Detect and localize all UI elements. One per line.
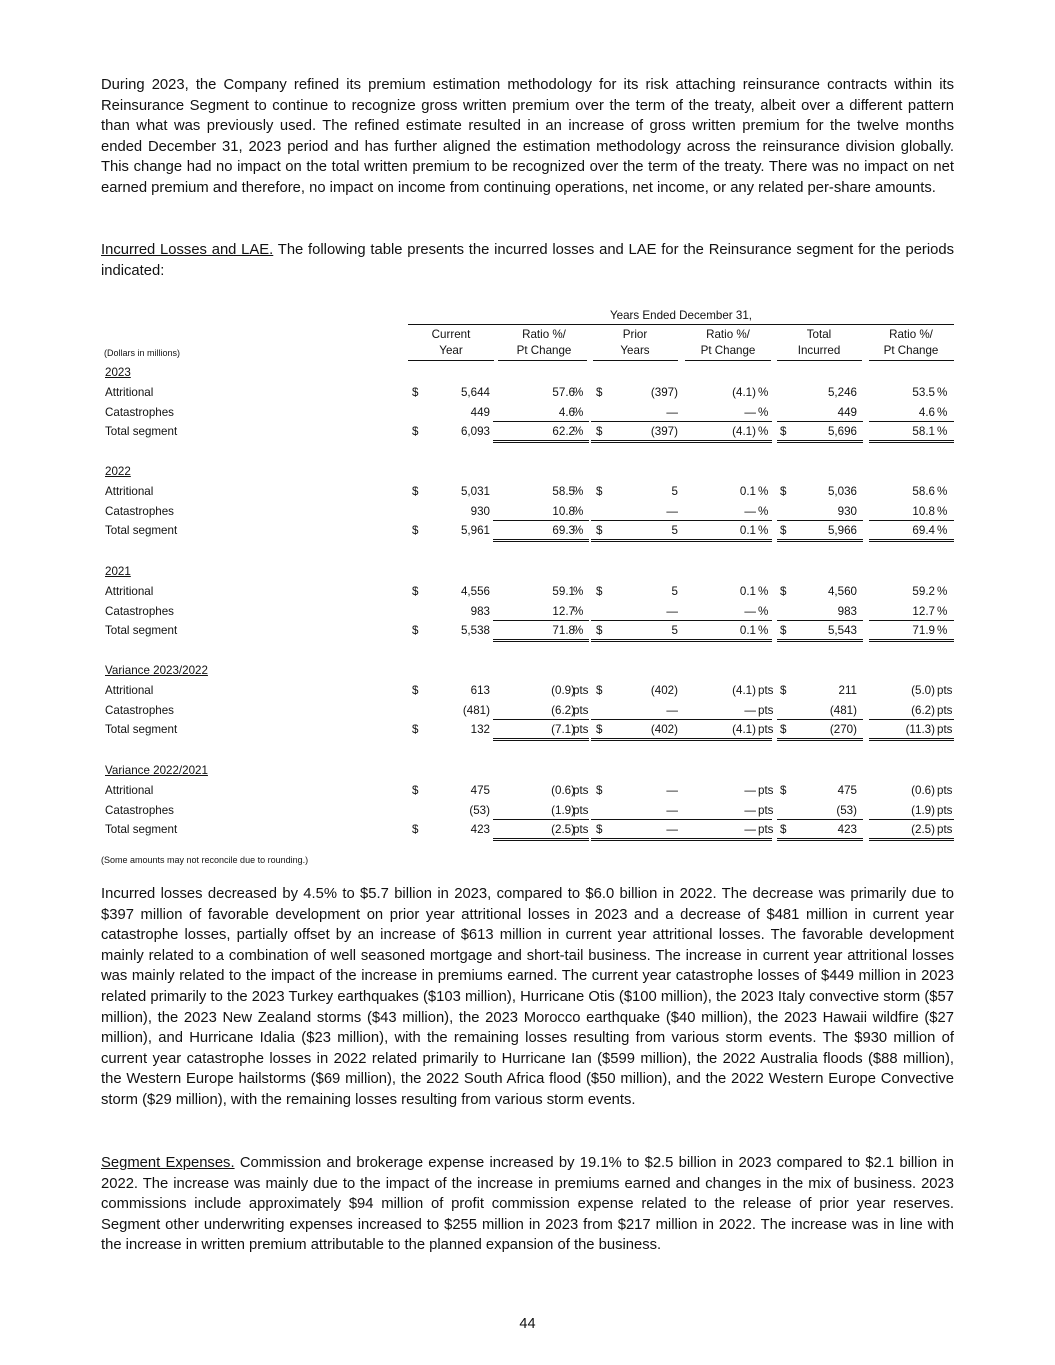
column-header: Current: [431, 328, 471, 341]
current-year-value: 5,538: [460, 624, 490, 637]
current-year-value: 4,556: [460, 585, 490, 598]
total-rule: [497, 639, 589, 640]
ratio-unit: %: [573, 504, 584, 518]
subtotal-rule: [591, 520, 684, 521]
prior-years-value: 5: [671, 485, 678, 498]
total-rule: [591, 639, 684, 640]
total-incurred-ratio: (1.9): [911, 803, 935, 817]
subtotal-rule: [497, 819, 589, 820]
subtotal-rule: [777, 520, 863, 521]
column-header: Prior: [622, 328, 648, 341]
total-incurred-ratio: 69.4: [912, 524, 935, 537]
header-rule: [408, 324, 954, 325]
section-title: 2022: [105, 465, 131, 478]
ratio-unit: %: [758, 504, 769, 518]
total-rule: [869, 738, 954, 739]
ratio-unit: pts: [573, 823, 589, 836]
total-incurred-ratio: 59.2: [912, 585, 935, 598]
currency-symbol: $: [780, 524, 787, 537]
current-year-ratio: 12.7: [552, 604, 575, 618]
ratio-unit: pts: [758, 703, 774, 717]
total-incurred-value: 983: [837, 604, 857, 618]
column-header: Ratio %/: [522, 328, 566, 341]
currency-symbol: $: [780, 485, 787, 498]
total-rule: [497, 641, 589, 642]
currency-symbol: $: [596, 386, 603, 399]
current-year-value: (53): [469, 803, 490, 817]
ratio-unit: pts: [937, 684, 953, 697]
total-rule: [777, 740, 863, 741]
total-incurred-ratio: 10.8: [912, 504, 935, 518]
prior-years-value: —: [666, 405, 678, 419]
total-rule: [497, 740, 589, 741]
column-header-underline: [869, 360, 954, 361]
row-label: Catastrophes: [105, 604, 174, 618]
prior-years-ratio: 0.1: [739, 485, 756, 498]
total-rule: [591, 740, 684, 741]
total-incurred-ratio: 4.6: [918, 405, 935, 419]
total-incurred-value: 5,036: [827, 485, 857, 498]
ratio-unit: %: [758, 624, 769, 637]
ratio-unit: %: [573, 425, 584, 438]
section-title: Variance 2023/2022: [105, 664, 208, 677]
subtotal-rule: [497, 719, 589, 720]
ratio-unit: %: [937, 485, 948, 498]
ratio-unit: pts: [937, 803, 953, 817]
total-incurred-value: 475: [837, 784, 857, 797]
ratio-unit: pts: [758, 803, 774, 817]
row-label: Catastrophes: [105, 703, 174, 717]
total-rule: [591, 440, 684, 441]
ratio-unit: %: [937, 504, 948, 518]
current-year-ratio: 58.5: [552, 485, 575, 498]
current-year-ratio: 62.2: [552, 425, 575, 438]
total-rule: [777, 541, 863, 542]
ratio-unit: pts: [573, 803, 589, 817]
current-year-value: 132: [470, 723, 490, 736]
ratio-unit: %: [573, 405, 584, 419]
current-year-ratio: 10.8: [552, 504, 575, 518]
ratio-unit: pts: [573, 703, 589, 717]
total-incurred-ratio: (11.3): [905, 723, 935, 736]
subtotal-rule: [497, 620, 589, 621]
column-header: Pt Change: [700, 344, 756, 357]
currency-symbol: $: [412, 684, 419, 697]
prior-years-value: (402): [650, 684, 678, 697]
total-rule: [591, 541, 684, 542]
row-label: Total segment: [105, 425, 178, 438]
currency-symbol: $: [412, 524, 419, 537]
prior-years-ratio: —: [744, 604, 756, 618]
total-rule: [869, 639, 954, 640]
column-header: Incurred: [797, 344, 841, 357]
currency-symbol: $: [412, 485, 419, 498]
subtotal-rule: [497, 520, 589, 521]
ratio-unit: %: [937, 386, 948, 399]
current-year-ratio: (0.6): [551, 784, 575, 797]
current-year-value: (481): [462, 703, 490, 717]
ratio-unit: pts: [573, 684, 589, 697]
currency-symbol: $: [780, 624, 787, 637]
current-year-value: 983: [470, 604, 490, 618]
currency-symbol: $: [596, 585, 603, 598]
row-label: Catastrophes: [105, 803, 174, 817]
prior-years-ratio: 0.1: [739, 624, 756, 637]
total-incurred-ratio: 53.5: [912, 386, 935, 399]
section-title: Variance 2022/2021: [105, 764, 208, 777]
ratio-unit: pts: [758, 723, 774, 736]
total-incurred-value: 5,246: [827, 386, 857, 399]
row-label: Attritional: [105, 684, 154, 697]
currency-symbol: $: [412, 585, 419, 598]
total-rule: [777, 440, 863, 441]
subtotal-rule: [684, 819, 772, 820]
total-incurred-ratio: 71.9: [912, 624, 935, 637]
column-header: Total: [806, 328, 832, 341]
current-year-ratio: (0.9): [551, 684, 575, 697]
ratio-unit: %: [937, 624, 948, 637]
total-incurred-ratio: 12.7: [912, 604, 935, 618]
total-rule: [777, 442, 863, 443]
ratio-unit: pts: [937, 823, 953, 836]
total-rule: [869, 442, 954, 443]
ratio-unit: %: [758, 405, 769, 419]
ratio-unit: pts: [573, 784, 589, 797]
currency-symbol: $: [780, 425, 787, 438]
ratio-unit: pts: [937, 703, 953, 717]
total-rule: [684, 442, 772, 443]
total-rule: [497, 442, 589, 443]
currency-symbol: $: [412, 823, 419, 836]
total-rule: [869, 740, 954, 741]
subtotal-rule: [684, 520, 772, 521]
units-label: (Dollars in millions): [104, 348, 181, 358]
subtotal-rule: [591, 620, 684, 621]
total-incurred-value: (481): [829, 703, 857, 717]
total-rule: [869, 539, 954, 540]
current-year-value: 6,093: [460, 425, 490, 438]
total-incurred-ratio: 58.6: [912, 485, 935, 498]
row-label: Catastrophes: [105, 405, 174, 419]
total-incurred-value: 5,966: [827, 524, 857, 537]
table-super-header: Years Ended December 31,: [609, 309, 752, 322]
current-year-ratio: 4.6: [558, 405, 575, 419]
row-label: Attritional: [105, 784, 154, 797]
total-rule: [869, 840, 954, 841]
total-rule: [777, 838, 863, 839]
total-rule: [591, 442, 684, 443]
currency-symbol: $: [780, 823, 787, 836]
subtotal-rule: [591, 421, 684, 422]
subtotal-rule: [869, 719, 954, 720]
prior-years-ratio: (4.1): [732, 425, 756, 438]
segment-expenses-text: Commission and brokerage expense increased by 19.1% to $2.5 billion in 2023 compared to $2.1 billion in 2022. The increase was mainly due to the impact of the increase in premiums earned and changes in the mix of business. 2023 commissions include approximately $94 million of profit commission expense related to the release of prior year reserves. Segment other underwriting expenses increased to $255 million in 2023 from $217 million in 2022. The increase was in line with the increase in written premium attributable to the planned expansion of the business.: [101, 1155, 954, 1254]
subtotal-rule: [684, 719, 772, 720]
prior-years-ratio: —: [744, 405, 756, 419]
total-rule: [777, 738, 863, 739]
prior-years-ratio: (4.1): [732, 684, 756, 697]
row-label: Total segment: [105, 823, 178, 836]
column-header: Ratio %/: [706, 328, 750, 341]
column-header: Year: [439, 344, 463, 357]
currency-symbol: $: [596, 684, 603, 697]
currency-symbol: $: [780, 585, 787, 598]
total-rule: [777, 641, 863, 642]
subtotal-rule: [869, 819, 954, 820]
subtotal-rule: [869, 620, 954, 621]
subtotal-rule: [591, 719, 684, 720]
ratio-unit: pts: [937, 723, 953, 736]
subtotal-rule: [684, 421, 772, 422]
subtotal-rule: [777, 719, 863, 720]
current-year-value: 5,961: [460, 524, 490, 537]
subtotal-rule: [591, 819, 684, 820]
current-year-ratio: 69.3: [552, 524, 575, 537]
prior-years-ratio: —: [744, 823, 756, 836]
ratio-unit: %: [758, 524, 769, 537]
total-incurred-ratio: (0.6): [911, 784, 935, 797]
ratio-unit: %: [573, 585, 584, 598]
current-year-ratio: (1.9): [551, 803, 575, 817]
prior-years-ratio: —: [744, 784, 756, 797]
current-year-value: 449: [470, 405, 490, 419]
currency-symbol: $: [780, 723, 787, 736]
current-year-value: 930: [470, 504, 490, 518]
subtotal-rule: [497, 421, 589, 422]
currency-symbol: $: [412, 784, 419, 797]
intro-paragraph: During 2023, the Company refined its premium estimation methodology for its risk attaching reinsurance contracts within its Reinsurance Segment to continue to recognize gross written premium over the term of the treaty, albeit over a different pattern than what was previously used. The refined estimate resulted in an increase of gross written premium for the twelve months ended December 31, 2023 period and has further aligned the estimation methodology across the reinsurance division globally. This change had no impact on the total written premium to be recognized over the term of the treaty. There was no impact on net earned premium and therefore, no impact on income from continuing operations, net income, or any related per-share amounts.: [101, 77, 954, 196]
column-header: Years: [620, 344, 650, 357]
prior-years-ratio: 0.1: [739, 585, 756, 598]
ratio-unit: %: [937, 405, 948, 419]
subtotal-rule: [869, 421, 954, 422]
column-header: Ratio %/: [889, 328, 933, 341]
prior-years-value: —: [666, 823, 678, 836]
currency-symbol: $: [780, 784, 787, 797]
total-rule: [684, 440, 772, 441]
current-year-ratio: 71.8: [552, 624, 575, 637]
total-incurred-value: (270): [829, 723, 857, 736]
prior-years-value: (402): [650, 723, 678, 736]
currency-symbol: $: [412, 624, 419, 637]
total-incurred-ratio: (2.5): [911, 823, 935, 836]
ratio-unit: pts: [937, 784, 953, 797]
total-incurred-value: 930: [837, 504, 857, 518]
ratio-unit: %: [758, 604, 769, 618]
currency-symbol: $: [596, 784, 603, 797]
incurred-losses-table: [101, 305, 954, 865]
currency-symbol: $: [596, 485, 603, 498]
row-label: Total segment: [105, 524, 178, 537]
subtotal-rule: [777, 819, 863, 820]
current-year-ratio: (6.2): [551, 703, 575, 717]
prior-years-value: 5: [671, 524, 678, 537]
ratio-unit: %: [758, 386, 769, 399]
currency-symbol: $: [596, 823, 603, 836]
total-rule: [869, 541, 954, 542]
total-rule: [684, 641, 772, 642]
total-rule: [869, 641, 954, 642]
total-incurred-ratio: (5.0): [911, 684, 935, 697]
current-year-value: 5,644: [460, 386, 490, 399]
column-header-underline: [685, 360, 771, 361]
ratio-unit: pts: [758, 823, 774, 836]
prior-years-ratio: 0.1: [739, 524, 756, 537]
column-header-underline: [593, 360, 678, 361]
prior-years-value: —: [666, 504, 678, 518]
ratio-unit: %: [758, 485, 769, 498]
current-year-value: 5,031: [460, 485, 490, 498]
currency-symbol: $: [596, 425, 603, 438]
total-rule: [497, 838, 589, 839]
row-label: Attritional: [105, 386, 154, 399]
ratio-unit: %: [573, 524, 584, 537]
ratio-unit: %: [573, 386, 584, 399]
segment-expenses-paragraph: [101, 1153, 954, 1256]
ratio-unit: %: [937, 524, 948, 537]
total-rule: [591, 539, 684, 540]
current-year-value: 475: [470, 784, 490, 797]
total-rule: [684, 738, 772, 739]
ratio-unit: pts: [758, 684, 774, 697]
ratio-unit: %: [573, 485, 584, 498]
prior-years-ratio: —: [744, 703, 756, 717]
subtotal-rule: [777, 620, 863, 621]
total-incurred-value: (53): [836, 803, 857, 817]
segment-expenses-heading: Segment Expenses.: [101, 1155, 235, 1171]
prior-years-ratio: —: [744, 803, 756, 817]
total-rule: [684, 639, 772, 640]
total-rule: [869, 440, 954, 441]
subtotal-rule: [684, 620, 772, 621]
currency-symbol: $: [412, 386, 419, 399]
total-rule: [591, 738, 684, 739]
row-label: Catastrophes: [105, 504, 174, 518]
total-rule: [777, 840, 863, 841]
prior-years-value: 5: [671, 624, 678, 637]
row-label: Attritional: [105, 485, 154, 498]
ratio-unit: %: [573, 624, 584, 637]
currency-symbol: $: [596, 624, 603, 637]
total-rule: [869, 838, 954, 839]
row-label: Total segment: [105, 624, 178, 637]
total-incurred-value: 211: [838, 684, 857, 697]
total-rule: [684, 838, 772, 839]
currency-symbol: $: [412, 425, 419, 438]
section-title: 2023: [105, 366, 131, 379]
ratio-unit: %: [937, 425, 948, 438]
current-year-ratio: 59.1: [552, 585, 575, 598]
incurred-losses-discussion: Incurred losses decreased by 4.5% to $5.7 billion in 2023, compared to $6.0 billion in 2022. The decrease was primarily due to $397 million of favorable development on prior year attritional losses in 2023 and a decrease of $481 million in current year catastrophe losses, partially offset by an increase of $613 million in current year attritional losses. The favorable development mainly related to a combination of well seasoned mortgage and short-tail business. The increase in current year attritional losses was mainly related to the impact of the increase in premiums earned. The current year catastrophe losses of $449 million in 2023 related primarily to the 2023 Turkey earthquakes ($103 million), Hurricane Otis ($100 million), the 2023 Italy convective storm ($57 million), the 2023 New Zealand storms ($43 million), the 2023 Morocco earthquake ($40 million), the 2023 Hawaii wildfire ($27 million), and Hurricane Idalia ($23 million), with the remaining losses resulting from various storm events. The $930 million of current year catastrophe losses in 2022 related primarily to Hurricane Ian ($599 million), the 2022 Australia floods ($88 million), the Western Europe hailstorms ($69 million), the 2022 South Africa flood ($50 million), and the 2022 Western Europe Convective storm ($29 million), with the remaining losses resulting from various storm events.: [101, 886, 954, 1108]
current-year-ratio: 57.6: [552, 386, 575, 399]
currency-symbol: $: [596, 524, 603, 537]
section-title: 2021: [105, 565, 131, 578]
ratio-unit: %: [937, 585, 948, 598]
ratio-unit: pts: [573, 723, 589, 736]
total-rule: [591, 838, 684, 839]
current-year-ratio: (2.5): [551, 823, 575, 836]
ratio-unit: %: [758, 425, 769, 438]
prior-years-ratio: (4.1): [732, 386, 756, 399]
total-rule: [591, 840, 684, 841]
currency-symbol: $: [780, 684, 787, 697]
total-rule: [497, 440, 589, 441]
total-rule: [684, 541, 772, 542]
total-incurred-value: 4,560: [827, 585, 857, 598]
total-rule: [684, 539, 772, 540]
prior-years-value: 5: [671, 585, 678, 598]
column-header-underline: [498, 360, 587, 361]
total-incurred-ratio: (6.2): [911, 703, 935, 717]
total-rule: [497, 840, 589, 841]
current-year-value: 613: [470, 684, 490, 697]
incurred-losses-intro: [101, 240, 954, 281]
total-rule: [777, 639, 863, 640]
prior-years-value: (397): [650, 425, 678, 438]
total-incurred-value: 423: [837, 823, 857, 836]
prior-years-ratio: (4.1): [732, 723, 756, 736]
total-rule: [777, 539, 863, 540]
incurred-losses-intro-text: The following table presents the incurred losses and LAE for the Reinsurance segment for the periods indicated:: [101, 242, 954, 279]
prior-years-value: —: [666, 803, 678, 817]
total-rule: [497, 539, 589, 540]
table-footnote: (Some amounts may not reconcile due to rounding.): [101, 855, 309, 865]
total-incurred-value: 449: [837, 405, 857, 419]
total-incurred-ratio: 58.1: [912, 425, 935, 438]
total-rule: [684, 840, 772, 841]
prior-years-value: (397): [650, 386, 678, 399]
total-rule: [591, 641, 684, 642]
total-rule: [497, 738, 589, 739]
currency-symbol: $: [596, 723, 603, 736]
page-number: 44: [519, 1316, 536, 1332]
row-label: Total segment: [105, 723, 178, 736]
row-label: Attritional: [105, 585, 154, 598]
current-year-value: 423: [470, 823, 490, 836]
total-incurred-value: 5,543: [827, 624, 857, 637]
total-incurred-value: 5,696: [827, 425, 857, 438]
currency-symbol: $: [412, 723, 419, 736]
total-rule: [684, 740, 772, 741]
incurred-losses-heading: Incurred Losses and LAE.: [101, 242, 274, 258]
subtotal-rule: [777, 421, 863, 422]
current-year-ratio: (7.1): [551, 723, 575, 736]
column-header: Pt Change: [883, 344, 939, 357]
ratio-unit: %: [758, 585, 769, 598]
column-header: Pt Change: [516, 344, 572, 357]
prior-years-value: —: [666, 604, 678, 618]
prior-years-value: —: [666, 703, 678, 717]
ratio-unit: %: [573, 604, 584, 618]
prior-years-ratio: —: [744, 504, 756, 518]
ratio-unit: pts: [758, 784, 774, 797]
column-header-underline: [777, 360, 862, 361]
column-header-underline: [408, 360, 494, 361]
total-rule: [497, 541, 589, 542]
ratio-unit: %: [937, 604, 948, 618]
subtotal-rule: [869, 520, 954, 521]
prior-years-value: —: [666, 784, 678, 797]
